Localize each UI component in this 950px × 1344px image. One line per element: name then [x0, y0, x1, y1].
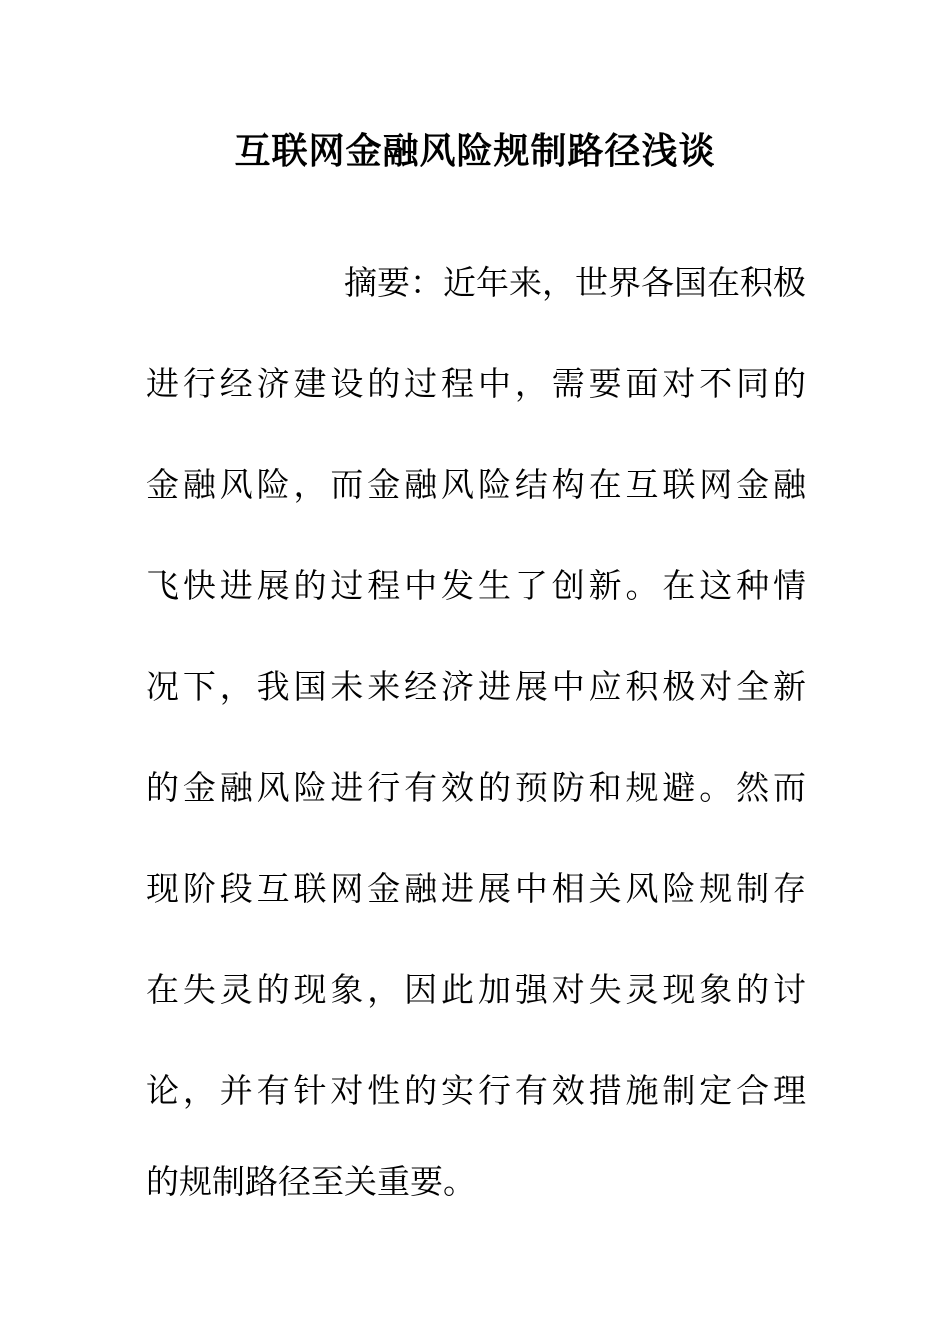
abstract-line: 飞快进展的过程中发生了创新。在这种情 — [146, 566, 806, 605]
document-title: 互联网金融风险规制路径浅谈 — [234, 130, 716, 172]
abstract-line: 况下，我国未来经济进展中应积极对全新 — [146, 667, 806, 706]
abstract-line: 现阶段互联网金融进展中相关风险规制存 — [146, 869, 806, 908]
abstract-line: 的规制路径至关重要。 — [146, 1162, 476, 1201]
abstract-line: 进行经济建设的过程中，需要面对不同的 — [146, 364, 806, 403]
abstract-line: 摘要：近年来，世界各国在积极 — [344, 263, 806, 302]
abstract-line: 的金融风险进行有效的预防和规避。然而 — [146, 768, 806, 807]
abstract-line: 论，并有针对性的实行有效措施制定合理 — [146, 1071, 806, 1110]
abstract-line: 金融风险，而金融风险结构在互联网金融 — [146, 465, 806, 504]
abstract-line: 在失灵的现象，因此加强对失灵现象的讨 — [146, 970, 806, 1009]
